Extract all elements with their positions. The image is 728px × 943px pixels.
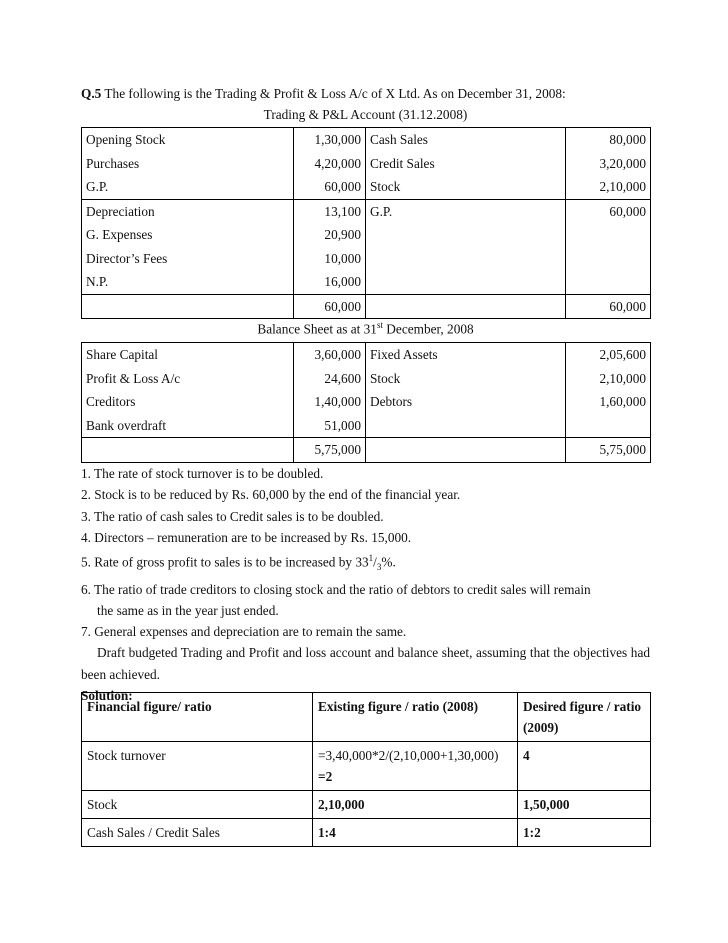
- table-row: [82, 438, 651, 463]
- account-label: Cash Sales: [366, 128, 566, 152]
- account-amount: 20,900: [294, 223, 366, 247]
- account-amount: 60,000: [294, 175, 366, 199]
- objective-6: 6. The ratio of trade creditors to closing stock and the ratio of debtors to credit sales will remain: [81, 581, 591, 597]
- account-amount: 80,000: [566, 128, 651, 152]
- account-label: G. Expenses: [82, 223, 294, 247]
- account-amount: 24,600: [294, 367, 366, 391]
- balance-sheet-table: [81, 342, 651, 463]
- account-amount: [566, 223, 651, 247]
- trading-account-table: [81, 127, 651, 319]
- objectives-list: [81, 463, 650, 706]
- table-row: [82, 199, 651, 223]
- account-amount: [566, 247, 651, 271]
- table-row: [82, 294, 651, 319]
- objective-2: 2. Stock is to be reduced by Rs. 60,000 by the end of the financial year.: [81, 487, 461, 503]
- instruction-paragraph: Draft budgeted Trading and Profit and loss account and balance sheet, assuming that the objectives had been achieved.: [81, 645, 650, 682]
- solution-header-row: [82, 693, 651, 742]
- question-text: The following is the Trading & Profit & Loss A/c of X Ltd. As on December 31, 2008:: [104, 86, 566, 101]
- account-amount: 1,60,000: [566, 390, 651, 414]
- account-amount: 60,000: [566, 199, 651, 223]
- table-row: [82, 414, 651, 438]
- header-desired-figure: Desired figure / ratio (2009): [518, 693, 651, 742]
- account-label: Credit Sales: [366, 152, 566, 176]
- solution-label: Solution:: [81, 688, 133, 704]
- account-label: Purchases: [82, 152, 294, 176]
- table-row: [82, 247, 651, 271]
- table-row: [82, 128, 651, 152]
- table-row: Stock turnover =3,40,000*2/(2,10,000+1,30,000) =2 4: [82, 742, 651, 791]
- account-amount: 16,000: [294, 270, 366, 294]
- objective-4: 4. Directors – remuneration are to be increased by Rs. 15,000.: [81, 529, 412, 545]
- account-label: [366, 414, 566, 438]
- header-financial-figure: Financial figure/ ratio: [82, 693, 313, 742]
- account-amount: 3,60,000: [294, 343, 366, 367]
- account-amount: 3,20,000: [566, 152, 651, 176]
- account-amount: 10,000: [294, 247, 366, 271]
- account-amount: 2,10,000: [566, 175, 651, 199]
- account-amount: 51,000: [294, 414, 366, 438]
- account-label: G.P.: [366, 199, 566, 223]
- account-amount: 60,000: [566, 294, 651, 319]
- table-row: [82, 343, 651, 367]
- account-amount: [566, 414, 651, 438]
- account-label: G.P.: [82, 175, 294, 199]
- objective-3: 3. The ratio of cash sales to Credit sales is to be doubled.: [81, 508, 384, 524]
- account-amount: [566, 270, 651, 294]
- account-amount: 1,30,000: [294, 128, 366, 152]
- table-row: [82, 390, 651, 414]
- balance-sheet-caption: Balance Sheet as at 31st December, 2008: [257, 320, 474, 337]
- account-label: [82, 438, 294, 463]
- objective-5: 5. Rate of gross profit to sales is to be increased by $33^1/_3\%$.: [81, 553, 396, 573]
- account-amount: 1,40,000: [294, 390, 366, 414]
- account-label: Depreciation: [82, 199, 294, 223]
- account-amount: 60,000: [294, 294, 366, 319]
- table-row: [82, 367, 651, 391]
- trading-account-caption: Trading & P&L Account (31.12.2008): [263, 107, 468, 122]
- account-amount: 2,10,000: [566, 367, 651, 391]
- account-label: Creditors: [82, 390, 294, 414]
- account-amount: 13,100: [294, 199, 366, 223]
- account-label: Profit & Loss A/c: [82, 367, 294, 391]
- question-heading: [81, 86, 566, 102]
- account-label: Share Capital: [82, 343, 294, 367]
- account-label: Stock: [366, 175, 566, 199]
- table-row: [82, 152, 651, 176]
- account-label: Bank overdraft: [82, 414, 294, 438]
- objective-7: 7. General expenses and depreciation are to remain the same.: [81, 624, 407, 640]
- table-row: Cash Sales / Credit Sales 1:4 1:2: [82, 819, 651, 847]
- account-label: Opening Stock: [82, 128, 294, 152]
- account-label: [366, 247, 566, 271]
- account-label: [366, 223, 566, 247]
- table-row: [82, 270, 651, 294]
- account-label: Fixed Assets: [366, 343, 566, 367]
- account-label: [366, 270, 566, 294]
- table-row: [82, 175, 651, 199]
- account-label: Stock: [366, 367, 566, 391]
- table-row: [82, 223, 651, 247]
- header-existing-figure: Existing figure / ratio (2008): [313, 693, 518, 742]
- account-label: [366, 294, 566, 319]
- table-row: Stock 2,10,000 1,50,000: [82, 791, 651, 819]
- objective-6-continued: the same as in the year just ended.: [97, 602, 279, 618]
- account-label: [82, 294, 294, 319]
- account-amount: 4,20,000: [294, 152, 366, 176]
- solution-table: [81, 692, 651, 847]
- account-label: Debtors: [366, 390, 566, 414]
- account-amount: 5,75,000: [294, 438, 366, 463]
- account-label: [366, 438, 566, 463]
- account-label: Director’s Fees: [82, 247, 294, 271]
- account-amount: 2,05,600: [566, 343, 651, 367]
- account-amount: 5,75,000: [566, 438, 651, 463]
- account-label: N.P.: [82, 270, 294, 294]
- objective-1: 1. The rate of stock turnover is to be doubled.: [81, 466, 324, 481]
- question-number: Q.5: [81, 86, 102, 101]
